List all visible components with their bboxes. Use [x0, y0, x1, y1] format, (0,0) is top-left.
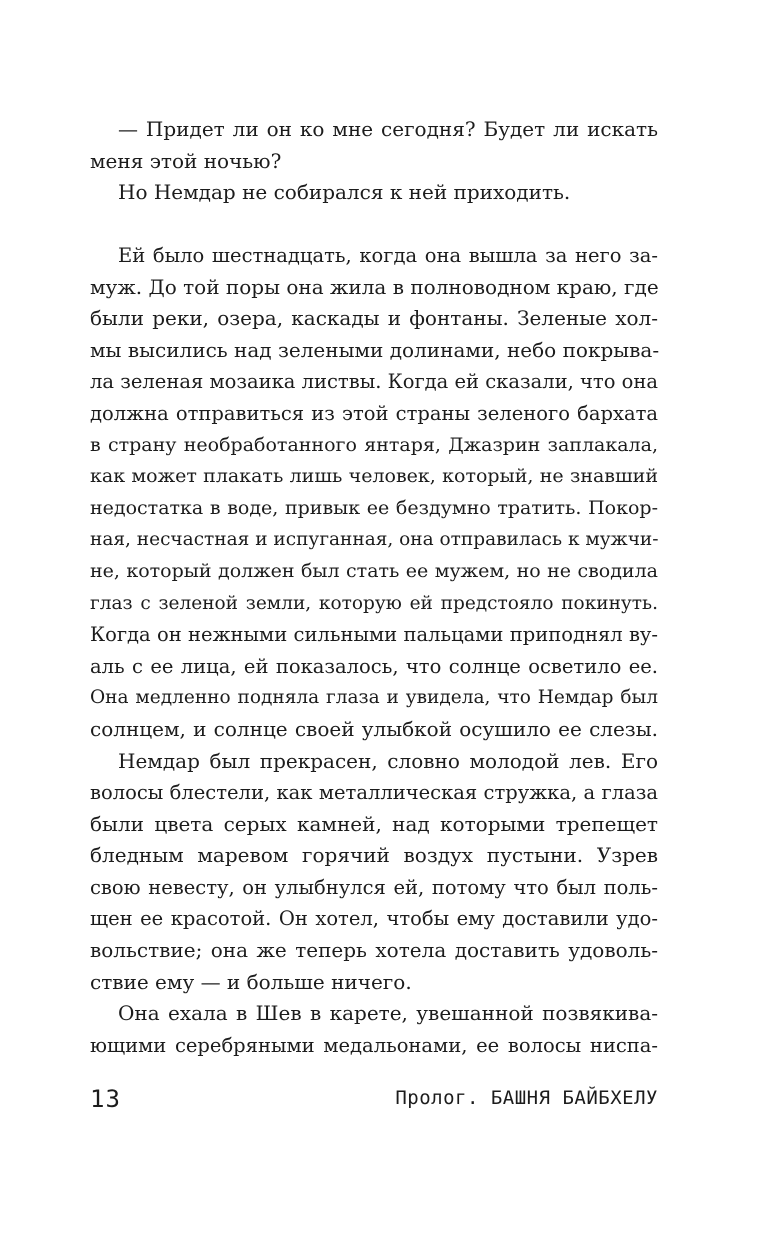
text-line: солнцем, и солнце своей улыбкой осушило ее слезы. — [90, 716, 658, 741]
text-line: были реки, озера, каскады и фонтаны. Зеленые хол- — [90, 306, 658, 331]
opening-text — [90, 114, 658, 209]
page-footer — [90, 1085, 658, 1119]
running-head: Пролог. БАШНЯ БАЙБХЕЛУ — [395, 1087, 658, 1109]
text-line: меня этой ночью? — [90, 148, 282, 173]
text-line: волосы блестели, как металлическая стружка, а глаза — [90, 781, 658, 805]
text-line: ная, несчастная и испуганная, она отправилась к мужчи- — [90, 529, 659, 551]
text-line: ствие ему — и больше ничего. — [90, 969, 412, 994]
text-line: бледным маревом горячий воздух пустыни. Узрев — [90, 843, 658, 868]
text-line: в страну необработанного янтаря, Джазрин заплакала, — [90, 433, 658, 456]
text-line: ющими серебряными медальонами, ее волосы ниспа- — [90, 1033, 658, 1057]
text-line: Но Немдар не собирался к ней приходить. — [118, 180, 571, 205]
text-line: аль с ее лица, ей показалось, что солнце осветило ее. — [90, 654, 658, 678]
text-line: свою невесту, он улыбнулся ей, потому что был поль- — [90, 875, 658, 899]
text-line: Ей было шестнадцать, когда она вышла за него за- — [118, 244, 658, 267]
text-line: муж. До той поры она жила в полноводном краю, где — [90, 274, 659, 299]
text-line: Она медленно подняла глаза и увидела, что Немдар был — [90, 687, 658, 709]
page-number: 13 — [90, 1085, 121, 1113]
text-line: как может плакать лишь человек, который, не знавший — [90, 465, 658, 488]
text-line: Немдар был прекрасен, словно молодой лев. Его — [118, 748, 658, 773]
text-line: вольствие; она же теперь хотела доставить удоволь- — [90, 938, 658, 963]
text-line: мы высились над зелеными долинами, небо покрыва- — [90, 337, 660, 362]
body-text — [90, 240, 658, 1061]
text-line: должна отправиться из этой страны зеленого бархата — [90, 401, 658, 425]
text-line: щен ее красотой. Он хотел, чтобы ему доставили удо- — [90, 907, 658, 931]
text-line: недостатка в воде, привык ее бездумно тратить. Покор- — [90, 496, 658, 519]
text-line: ла зеленая мозаика листвы. Когда ей сказали, что она — [90, 370, 658, 394]
text-line: не, который должен был стать ее мужем, но не сводила — [90, 559, 658, 582]
text-line: Когда он нежными сильными пальцами приподнял ву- — [90, 623, 658, 647]
text-line: — Придет ли он ко мне сегодня? Будет ли искать — [118, 117, 658, 141]
text-line: глаз с зеленой земли, которую ей предстояло покинуть. — [90, 592, 658, 614]
text-line: были цвета серых камней, над которыми трепещет — [90, 811, 658, 836]
text-line: Она ехала в Шев в карете, увешанной позвякива- — [118, 1001, 658, 1026]
